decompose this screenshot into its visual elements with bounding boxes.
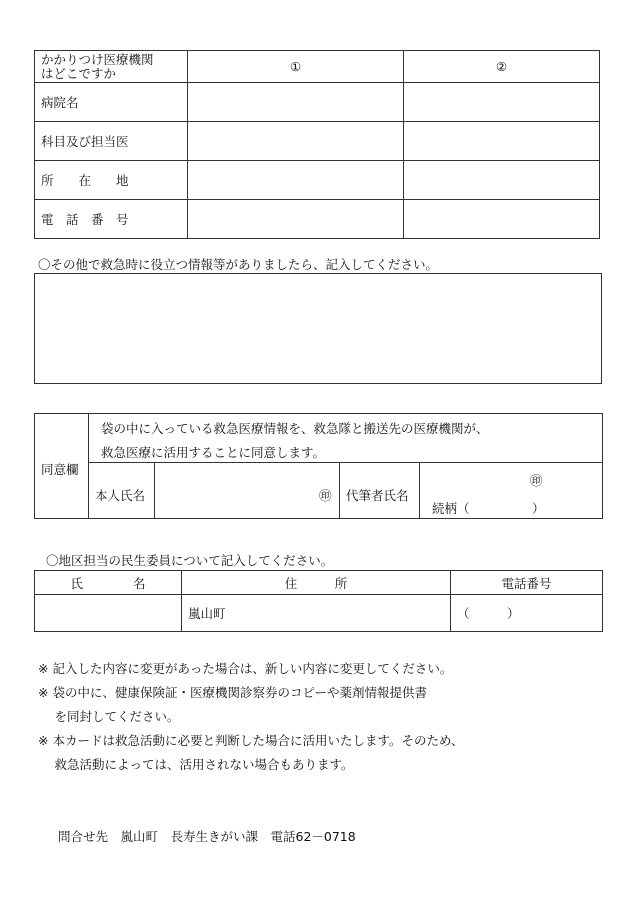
other-info-heading: 〇その他で救急時に役立つ情報等がありましたら、記入してください。 <box>38 257 439 272</box>
welfare-heading: 〇地区担当の民生委員について記入してください。 <box>46 553 334 568</box>
welfare-table <box>34 570 603 632</box>
clinic-table <box>34 50 600 239</box>
address-label: 所 在 地 <box>35 161 188 200</box>
note-3: ※ 本カードは救急活動に必要と判断した場合に活用いたします。そのため、 <box>38 733 464 748</box>
phone-label: 電 話 番 号 <box>35 200 188 239</box>
consent-statement-line1: 袋の中に入っている救急医療情報を、救急隊と搬送先の医療機関が、 <box>101 421 489 436</box>
consent-box <box>34 413 603 519</box>
address-field-1[interactable] <box>188 161 404 200</box>
department-doctor-label: 科目及び担当医 <box>35 122 188 161</box>
welfare-phone-header: 電話番号 <box>451 571 603 595</box>
note-2: ※ 袋の中に、健康保険証・医療機関診察券のコピーや薬剤情報提供書 <box>38 685 427 700</box>
proxy-name-label: 代筆者氏名 <box>346 488 409 503</box>
consent-label: 同意欄 <box>41 462 79 477</box>
phone-prefill: （ ） <box>457 606 520 621</box>
welfare-address-header: 住 所 <box>182 571 451 595</box>
hospital-name-field-2[interactable] <box>404 83 600 122</box>
self-name-label: 本人氏名 <box>95 488 146 503</box>
hospital-name-field-1[interactable] <box>188 83 404 122</box>
phone-field-1[interactable] <box>188 200 404 239</box>
relationship-label: 続柄（ ） <box>432 501 545 516</box>
phone-field-2[interactable] <box>404 200 600 239</box>
proxy-seal: ㊞ <box>530 473 543 488</box>
note-1: ※ 記入した内容に変更があった場合は、新しい内容に変更してください。 <box>38 661 453 676</box>
clinic-col-1-header: ① <box>188 51 404 83</box>
self-name-field[interactable] <box>155 463 339 518</box>
department-doctor-field-2[interactable] <box>404 122 600 161</box>
consent-statement-line2: 救急医療に活用することに同意します。 <box>101 445 326 460</box>
welfare-name-header: 氏 名 <box>35 571 182 595</box>
address-field-2[interactable] <box>404 161 600 200</box>
contact-info: 問合せ先 嵐山町 長寿生きがい課 電話62－0718 <box>58 829 356 844</box>
department-doctor-field-1[interactable] <box>188 122 404 161</box>
address-prefill: 嵐山町 <box>188 606 226 621</box>
clinic-header-label: かかりつけ医療機関 はどこですか <box>35 51 188 83</box>
other-info-textarea[interactable] <box>34 273 602 384</box>
hospital-name-label: 病院名 <box>35 83 188 122</box>
welfare-phone-field[interactable] <box>451 595 603 632</box>
note-3-cont: 救急活動によっては、活用されない場合もあります。 <box>38 757 354 772</box>
note-2-cont: を同封してください。 <box>38 709 180 724</box>
self-seal: ㊞ <box>319 488 332 503</box>
welfare-name-field[interactable] <box>35 595 182 632</box>
clinic-col-2-header: ② <box>404 51 600 83</box>
welfare-address-field[interactable] <box>182 595 451 632</box>
notes <box>38 657 463 777</box>
